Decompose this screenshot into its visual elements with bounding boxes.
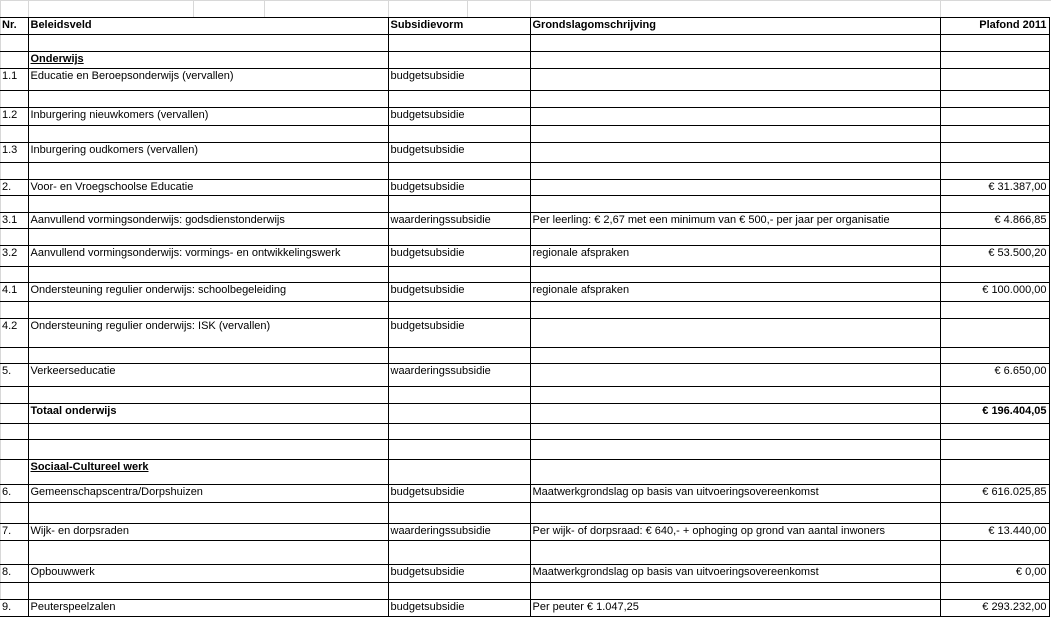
cell-nr[interactable] [0, 583, 28, 600]
cell-subsidievorm[interactable] [388, 35, 530, 52]
cell-subsidievorm[interactable]: waarderingssubsidie [388, 213, 530, 229]
cell-beleidsveld[interactable]: Gemeenschapscentra/Dorpshuizen [28, 485, 388, 503]
cell-grondslag[interactable] [530, 69, 940, 91]
cell-nr[interactable] [0, 267, 28, 283]
section-title[interactable] [28, 52, 388, 69]
cell-subsidievorm[interactable]: budgetsubsidie [388, 319, 530, 348]
cell-plafond[interactable] [940, 229, 1049, 246]
cell-plafond[interactable] [940, 108, 1049, 126]
cell-grondslag[interactable] [530, 364, 940, 387]
cell-grondslag[interactable] [530, 424, 940, 440]
total-row [0, 404, 1049, 424]
cell-grondslag[interactable] [530, 91, 940, 108]
gridline [530, 1, 531, 18]
cell-nr[interactable]: 9. [0, 600, 28, 617]
cell-plafond[interactable]: € 13.440,00 [940, 524, 1049, 541]
cell-grondslag[interactable] [530, 387, 940, 404]
subsidy-table [0, 17, 1050, 617]
table-row [0, 600, 1049, 617]
section-title-text: Onderwijs [30, 53, 84, 65]
cell-subsidievorm[interactable] [388, 440, 530, 460]
header-row [0, 18, 1049, 35]
cell-subsidievorm[interactable]: budgetsubsidie [388, 283, 530, 302]
cell-beleidsveld[interactable] [28, 424, 388, 440]
cell-subsidievorm[interactable] [388, 583, 530, 600]
cell-plafond[interactable] [940, 196, 1049, 213]
blank-row [0, 302, 1049, 319]
empty-top-row [0, 0, 1051, 17]
cell-subsidievorm[interactable] [388, 302, 530, 319]
cell-plafond[interactable]: € 6.650,00 [940, 364, 1049, 387]
blank-row [0, 196, 1049, 213]
cell-grondslag[interactable] [530, 126, 940, 143]
cell-grondslag[interactable] [530, 460, 940, 485]
cell-beleidsveld[interactable] [28, 229, 388, 246]
cell-nr[interactable] [0, 404, 28, 424]
cell-subsidievorm[interactable] [388, 91, 530, 108]
cell-plafond[interactable] [940, 541, 1049, 565]
table-row [0, 319, 1049, 348]
cell-nr[interactable]: 6. [0, 485, 28, 503]
cell-nr[interactable]: 1.3 [0, 143, 28, 163]
cell-beleidsveld[interactable] [28, 503, 388, 524]
cell-subsidievorm[interactable] [388, 503, 530, 524]
cell-beleidsveld[interactable] [28, 196, 388, 213]
cell-nr[interactable]: 4.1 [0, 283, 28, 302]
cell-plafond[interactable] [940, 91, 1049, 108]
gridline [264, 1, 265, 18]
cell-nr[interactable] [0, 163, 28, 180]
cell-grondslag[interactable] [530, 108, 940, 126]
cell-beleidsveld[interactable]: Peuterspeelzalen [28, 600, 388, 617]
cell-grondslag[interactable] [530, 180, 940, 196]
total-plafond[interactable]: € 196.404,05 [940, 404, 1049, 424]
cell-beleidsveld[interactable] [28, 35, 388, 52]
cell-plafond[interactable] [940, 143, 1049, 163]
gridline [467, 1, 468, 18]
cell-beleidsveld[interactable] [28, 440, 388, 460]
cell-subsidievorm[interactable] [388, 267, 530, 283]
blank-row [0, 440, 1049, 460]
blank-row [0, 503, 1049, 524]
gridline [940, 1, 941, 18]
table-row [0, 485, 1049, 503]
cell-grondslag[interactable] [530, 541, 940, 565]
cell-beleidsveld[interactable]: Voor- en Vroegschoolse Educatie [28, 180, 388, 196]
cell-plafond[interactable] [940, 348, 1049, 364]
cell-plafond[interactable] [940, 35, 1049, 52]
cell-subsidievorm[interactable] [388, 404, 530, 424]
blank-row [0, 126, 1049, 143]
cell-nr[interactable] [0, 440, 28, 460]
cell-beleidsveld[interactable]: Wijk- en dorpsraden [28, 524, 388, 541]
cell-plafond[interactable] [940, 126, 1049, 143]
table-row [0, 69, 1049, 91]
cell-subsidievorm[interactable] [388, 541, 530, 565]
cell-plafond[interactable] [940, 52, 1049, 69]
blank-row [0, 91, 1049, 108]
cell-subsidievorm[interactable] [388, 52, 530, 69]
cell-grondslag[interactable] [530, 348, 940, 364]
blank-row [0, 163, 1049, 180]
cell-grondslag[interactable] [530, 267, 940, 283]
column-header-nr[interactable]: Nr. [0, 18, 28, 35]
cell-nr[interactable]: 1.1 [0, 69, 28, 91]
cell-subsidievorm[interactable]: budgetsubsidie [388, 600, 530, 617]
cell-plafond[interactable] [940, 69, 1049, 91]
column-header-beleidsveld[interactable]: Beleidsveld [28, 18, 388, 35]
cell-nr[interactable]: 2. [0, 180, 28, 196]
cell-nr[interactable] [0, 52, 28, 69]
cell-plafond[interactable]: € 100.000,00 [940, 283, 1049, 302]
cell-beleidsveld[interactable]: Inburgering oudkomers (vervallen) [28, 143, 388, 163]
cell-grondslag[interactable] [530, 163, 940, 180]
table-row [0, 565, 1049, 583]
cell-nr[interactable] [0, 35, 28, 52]
cell-grondslag[interactable] [530, 440, 940, 460]
cell-plafond[interactable] [940, 319, 1049, 348]
cell-plafond[interactable]: € 4.866,85 [940, 213, 1049, 229]
cell-grondslag[interactable] [530, 143, 940, 163]
gridline [388, 1, 389, 18]
section-title[interactable] [28, 460, 388, 485]
cell-beleidsveld[interactable] [28, 302, 388, 319]
cell-nr[interactable]: 3.2 [0, 246, 28, 267]
cell-beleidsveld[interactable] [28, 541, 388, 565]
cell-grondslag[interactable] [530, 35, 940, 52]
cell-nr[interactable]: 4.2 [0, 319, 28, 348]
cell-plafond[interactable]: € 293.232,00 [940, 600, 1049, 617]
cell-plafond[interactable] [940, 302, 1049, 319]
cell-subsidievorm[interactable]: budgetsubsidie [388, 180, 530, 196]
cell-beleidsveld[interactable]: Ondersteuning regulier onderwijs: schoolbegeleiding [28, 283, 388, 302]
cell-grondslag[interactable]: Per peuter € 1.047,25 [530, 600, 940, 617]
gridline [193, 1, 194, 18]
cell-plafond[interactable]: € 616.025,85 [940, 485, 1049, 503]
cell-subsidievorm[interactable]: waarderingssubsidie [388, 524, 530, 541]
blank-row [0, 387, 1049, 404]
blank-row [0, 424, 1049, 440]
cell-nr[interactable] [0, 541, 28, 565]
cell-subsidievorm[interactable] [388, 460, 530, 485]
cell-subsidievorm[interactable] [388, 163, 530, 180]
cell-grondslag[interactable] [530, 583, 940, 600]
cell-beleidsveld[interactable]: Aanvullend vormingsonderwijs: godsdienstonderwijs [28, 213, 388, 229]
table-row [0, 143, 1049, 163]
cell-plafond[interactable]: € 53.500,20 [940, 246, 1049, 267]
cell-grondslag[interactable]: Maatwerkgrondslag op basis van uitvoeringsovereenkomst [530, 485, 940, 503]
cell-nr[interactable]: 7. [0, 524, 28, 541]
cell-subsidievorm[interactable] [388, 126, 530, 143]
cell-beleidsveld[interactable]: Ondersteuning regulier onderwijs: ISK (vervallen) [28, 319, 388, 348]
cell-plafond[interactable] [940, 163, 1049, 180]
gridline [28, 1, 29, 18]
cell-beleidsveld[interactable] [28, 387, 388, 404]
cell-subsidievorm[interactable] [388, 229, 530, 246]
cell-beleidsveld[interactable] [28, 583, 388, 600]
section-row [0, 52, 1049, 69]
cell-grondslag[interactable] [530, 319, 940, 348]
cell-grondslag[interactable]: Per wijk- of dorpsraad: € 640,- + ophoging op grond van aantal inwoners [530, 524, 940, 541]
cell-nr[interactable]: 5. [0, 364, 28, 387]
cell-plafond[interactable] [940, 440, 1049, 460]
cell-subsidievorm[interactable]: budgetsubsidie [388, 108, 530, 126]
cell-subsidievorm[interactable] [388, 196, 530, 213]
cell-subsidievorm[interactable]: budgetsubsidie [388, 565, 530, 583]
table-row [0, 283, 1049, 302]
cell-beleidsveld[interactable] [28, 163, 388, 180]
cell-plafond[interactable]: € 31.387,00 [940, 180, 1049, 196]
blank-row [0, 267, 1049, 283]
table-row [0, 180, 1049, 196]
cell-subsidievorm[interactable]: budgetsubsidie [388, 69, 530, 91]
cell-nr[interactable] [0, 387, 28, 404]
cell-grondslag[interactable] [530, 196, 940, 213]
cell-nr[interactable] [0, 503, 28, 524]
cell-nr[interactable] [0, 348, 28, 364]
cell-nr[interactable]: 1.2 [0, 108, 28, 126]
cell-plafond[interactable]: € 0,00 [940, 565, 1049, 583]
column-header-subsidievorm[interactable]: Subsidievorm [388, 18, 530, 35]
cell-grondslag[interactable] [530, 229, 940, 246]
cell-subsidievorm[interactable]: budgetsubsidie [388, 485, 530, 503]
cell-grondslag[interactable]: Per leerling: € 2,67 met een minimum van € 500,- per jaar per organisatie [530, 213, 940, 229]
blank-row [0, 583, 1049, 600]
cell-plafond[interactable] [940, 503, 1049, 524]
section-title-text: Sociaal-Cultureel werk [30, 461, 149, 473]
table-row [0, 108, 1049, 126]
cell-subsidievorm[interactable]: budgetsubsidie [388, 246, 530, 267]
cell-subsidievorm[interactable]: waarderingssubsidie [388, 364, 530, 387]
cell-nr[interactable] [0, 302, 28, 319]
cell-beleidsveld[interactable] [28, 348, 388, 364]
column-header-plafond[interactable]: Plafond 2011 [940, 18, 1049, 35]
cell-nr[interactable] [0, 229, 28, 246]
blank-row [0, 35, 1049, 52]
cell-nr[interactable] [0, 460, 28, 485]
cell-plafond[interactable] [940, 583, 1049, 600]
table-row [0, 524, 1049, 541]
cell-grondslag[interactable] [530, 52, 940, 69]
cell-subsidievorm[interactable] [388, 387, 530, 404]
cell-beleidsveld[interactable]: Inburgering nieuwkomers (vervallen) [28, 108, 388, 126]
section-row [0, 460, 1049, 485]
cell-nr[interactable] [0, 91, 28, 108]
cell-subsidievorm[interactable] [388, 424, 530, 440]
cell-beleidsveld[interactable]: Opbouwwerk [28, 565, 388, 583]
blank-row [0, 348, 1049, 364]
cell-subsidievorm[interactable]: budgetsubsidie [388, 143, 530, 163]
cell-nr[interactable] [0, 196, 28, 213]
table-row [0, 364, 1049, 387]
cell-nr[interactable]: 8. [0, 565, 28, 583]
cell-beleidsveld[interactable] [28, 267, 388, 283]
total-label[interactable]: Totaal onderwijs [28, 404, 388, 424]
cell-plafond[interactable] [940, 387, 1049, 404]
blank-row [0, 541, 1049, 565]
table-row [0, 213, 1049, 229]
cell-beleidsveld[interactable]: Educatie en Beroepsonderwijs (vervallen) [28, 69, 388, 91]
cell-nr[interactable] [0, 126, 28, 143]
cell-beleidsveld[interactable] [28, 91, 388, 108]
cell-nr[interactable]: 3.1 [0, 213, 28, 229]
blank-row [0, 229, 1049, 246]
cell-plafond[interactable] [940, 267, 1049, 283]
cell-grondslag[interactable]: regionale afspraken [530, 246, 940, 267]
column-header-grondslag[interactable]: Grondslagomschrijving [530, 18, 940, 35]
cell-plafond[interactable] [940, 424, 1049, 440]
cell-beleidsveld[interactable]: Aanvullend vormingsonderwijs: vormings- en ontwikkelingswerk [28, 246, 388, 267]
cell-beleidsveld[interactable]: Verkeerseducatie [28, 364, 388, 387]
cell-grondslag[interactable] [530, 404, 940, 424]
cell-nr[interactable] [0, 424, 28, 440]
cell-plafond[interactable] [940, 460, 1049, 485]
cell-grondslag[interactable] [530, 302, 940, 319]
cell-grondslag[interactable] [530, 503, 940, 524]
cell-grondslag[interactable]: Maatwerkgrondslag op basis van uitvoeringsovereenkomst [530, 565, 940, 583]
cell-beleidsveld[interactable] [28, 126, 388, 143]
cell-grondslag[interactable]: regionale afspraken [530, 283, 940, 302]
table-row [0, 246, 1049, 267]
cell-subsidievorm[interactable] [388, 348, 530, 364]
